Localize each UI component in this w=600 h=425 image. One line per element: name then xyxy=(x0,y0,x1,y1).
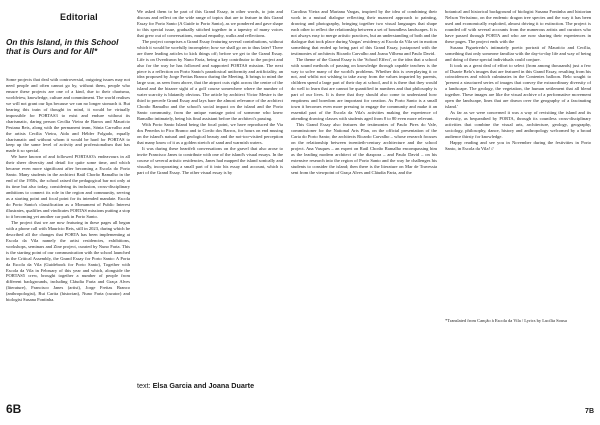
paragraph: The theme of the Grand Essay is the 'School Effect', or the idea that a school with sound methods of passing on knowledge through capable teachers is the way to solve many of the world's problems. Whether this is overplaying it or not, and whilst not wishing to take away from the values imparted by parents, children spend a large part of their day at school, and it is there that they would do well to learn that are cannot be quantified in numbers and that philosophy is part of our lives. It is there that they should also come to understand how emptiness and boredom are important for creation. As Porto Santo is a small town it becomes even more pressing to engage the community and make it an essential part of the Escola da Vila's activities making the experience of attending drawing classes with students aged from 8 to 80 even more relevant. xyxy=(291,56,437,122)
article-title: On this Island, in this School that is Ours and for All* xyxy=(6,38,119,57)
paragraph: botanical and historical background of biologist Susana Fontinha and historian Nelson Veríssimo, on the endemic dragon tree species and the way it has been used and economically exploited, almost driving it to extinction. The project is rounded off with several accounts from the numerous artists and curators who have passed through PORTA and who are now sharing their experiences in these pages. The project ends with the xyxy=(445,9,591,44)
author-credit xyxy=(137,381,254,390)
text-column-2 xyxy=(137,9,283,335)
paragraph: This Grand Essay also features the testimonies of Paulo Pires do Vale, commissioner for the National Arts Plan, on the official presentation of the Carta do Porto Santo; the architects Ricardo Carvalho – whose research focuses on the relationship between twentieth-century architecture and the school project. Ana Vasques – an expert on Raúl Chorão Ramalho encompassing him as the leading modern architect of the diaspora – and Paulo David – on his extensive research into the region of Porto Santo and the way he challenges his students to consider the island; then there is the literature on Mar de Travessia sent from the viewpoint of Graça Alves and Cláudia Faria, and the xyxy=(291,122,437,175)
paragraph: Carolina Vieira and Mariana Vargas, inspired by the idea of combining their work in a mutual dialogue reflecting their nuanced approach to painting, drawing and photography, bringing together two visual languages that shape each other to reflect the relationship between a set of boundless landscapes. It is not always easy to merge artistic practices, but an understanding of both and the dialogue that took place during Vargas' residency at Escola da Vila set in motion something that ended up being part of this Grand Essay, juxtaposed with the testimonies of architects Ricardo Carvalho and Joana Vilhena and Paulo David. xyxy=(291,9,437,56)
page-number-right: 7B xyxy=(585,408,594,415)
paragraph: The project that we are now featuring in these pages all began with a phone call with Maurício Reis, still in 2023, during which he described all the changes that PORTA has been implementing at Escola da Vila namely the artist residencies, exhibitions, workshops, seminars and Zine project, curated by Nuno Faria. This is the starting point of our communication with the school launched in the Critical Assembly, the Grand Essay for Porto Santo: A Porta da Escola da Vila (Guidebook for Porto Santo), Together with Escola da Vila in February of this year and which, alongside the PORTAS5 crew, brought together a number of people from different backgrounds, including Cláudia Faria and Graça Alves (literature), Francisco Janes (artist), Jorge Freitas Branco (anthropologist), Rui Carita (historian), Nuno Faria (curator) and biologist Susana Fontinha. xyxy=(6,219,130,303)
paragraph: The project comprises a Grand Essay featuring several contributions, without which it would be woefully incomplete; how we shall go on to thus later? There are three leading articles to kick things off; before we get to the Grand Essay. Life is on Overdrawn by Nuno Faria, being a key contributor to the project and also for the way he has followed and supported PORTAS mission. The next piece is a reflection on Porto Santo's paradoxical uniformity and artificiality, an idea proposed by Jorge Freitas Branco during the Meeting. It brings to mind the large scar, as seen from above, that the airport cuts right across the centre of the island and the bizarre sight of a golf course somewhere where the number of water scarcity is blatantly obvious. The article by architect Victor Mestre is the third to precede Grand Essay and lays bare the almost relevance of the architect Chorão Ramalho and the school's social impact on the island and the Porto Santo community, from the unique vantage point of someone who knew Ramalho intimately, being his final assistant before the architect's passing. xyxy=(137,38,283,122)
paragraph: As far as we were concerned it was a way of revisiting the island and its diversity, as bequeathed by PORTA, through its countless cross-disciplinary activities that combine the visual arts, architecture, geology, geography, sociology, philosophy, dance, history and anthropology welcomed by a broad audience thirsty for knowledge. xyxy=(445,110,591,140)
paragraph: Susana Figueiredo's intimately poetic portrait of Maurício and Cecília, something that only someone familiar with the day-to-day life and way of being and doing of these special individuals could conjure. xyxy=(445,44,591,62)
text-column-3 xyxy=(291,9,437,335)
paragraph: It took us a great deal of effort to select (from among thousands) just a few of Duarte Belo's images that are featured in this Grand Essay, resulting from his coincidences and which culminates in the Contentes balloon. Belo sought to 'present a structured series of images that convey the extraordinary diversity of a landscape. The geology, the vegetation, the human settlement that all blend together. These images are like the visual archive of a performative movement open the landscape, lines that are drawn over the geography of a fascinating island.' xyxy=(445,62,591,110)
paragraph: Some projects that deal with controversial, outgoing issues may not need people and often cannot go by, without them, people who ensure these projects are one of a kind, due to their charisma, worldview, knowledge, culture and commitment. The world realises we will not grant our lips because we can no longer stomach it. But bearing this train of thought in mind, it would be virtually impossible for PORTAS3 to exist and endure without its charismatic, daring person Cecília Vieira de Barros and Maurício Pestana Reis, along with the permanent team, Sónia Carvalho and the artists Cecília Vieira, Aida and Hélder Folgado, equally charismatic and without whom it would be hard for PORTAS to keep up the same level of activity and professionalism that has made it so special. xyxy=(6,77,130,154)
page-number-left: 6B xyxy=(6,402,22,416)
credit-names: Elsa Garcia and Joana Duarte xyxy=(152,381,255,390)
text-column-4 xyxy=(445,9,591,309)
footnote: *Translated from Canção à Escola da Vila / Lyrics by Lucília Sousa xyxy=(445,318,567,323)
paragraph: We asked them to be part of this Grand Essay, in other words, to join and discuss and reflect on the wide range of topics that are to feature in this Grand Essay for Porto Santo (A Guide to Porto Santo), as we pondered and gave shape to this special issue, gradually stitched together in a tapestry of many voices that grew out of conversations, mutual empathy, walks and reflections. xyxy=(137,9,283,38)
section-label: Editorial xyxy=(60,12,98,22)
paragraph: It was during these heartfelt conversations on the gravel that also arose to invite Francisco Janes to contribute with one of the island's visual essays. In the course of several artistic residencies, Janes had mapped the island sonically and visually, incorporating a small part of it into his essay and account, which is part of the Grand Essay. The other visual essay is by xyxy=(137,145,283,175)
text-column-1 xyxy=(6,77,130,335)
credit-label: text: xyxy=(137,381,151,390)
paragraph: With Porto Santo Island being the focal point, we have reproduced the Via dos Penedos to Pico Branco and to Covão dos Barros, for hours on end musing on the island's natural and geological beauty and the not-too-visited perception that many know of it as a golden stretch of sand and warmish waters. xyxy=(137,122,283,145)
paragraph: We have known of and followed PORTAS3's endeavours in all their sheer diversity and detail for quite some time, and which became even more significant after becoming a Escola do Porto Santo. Many students in the architect Raúl Chorão Ramalho in the end of the 1950s, the school raised the pedagogical bar not only at its time but also today, considering its inclusion, cross-disciplinary ambitions to connect its role in the region and community, serving as a starting point and focal point for its intended mandate. Escola do Porto Santo's classification as a Monument of Public Interest illustrates, qualifies and vindicates PORTAS missions putting a stop to it becoming yet another car park in Porto Santo. xyxy=(6,154,130,219)
paragraph: Happy reading and see you in November during the festivities in Porto Santo, in Escola da Vila! // xyxy=(445,139,591,151)
